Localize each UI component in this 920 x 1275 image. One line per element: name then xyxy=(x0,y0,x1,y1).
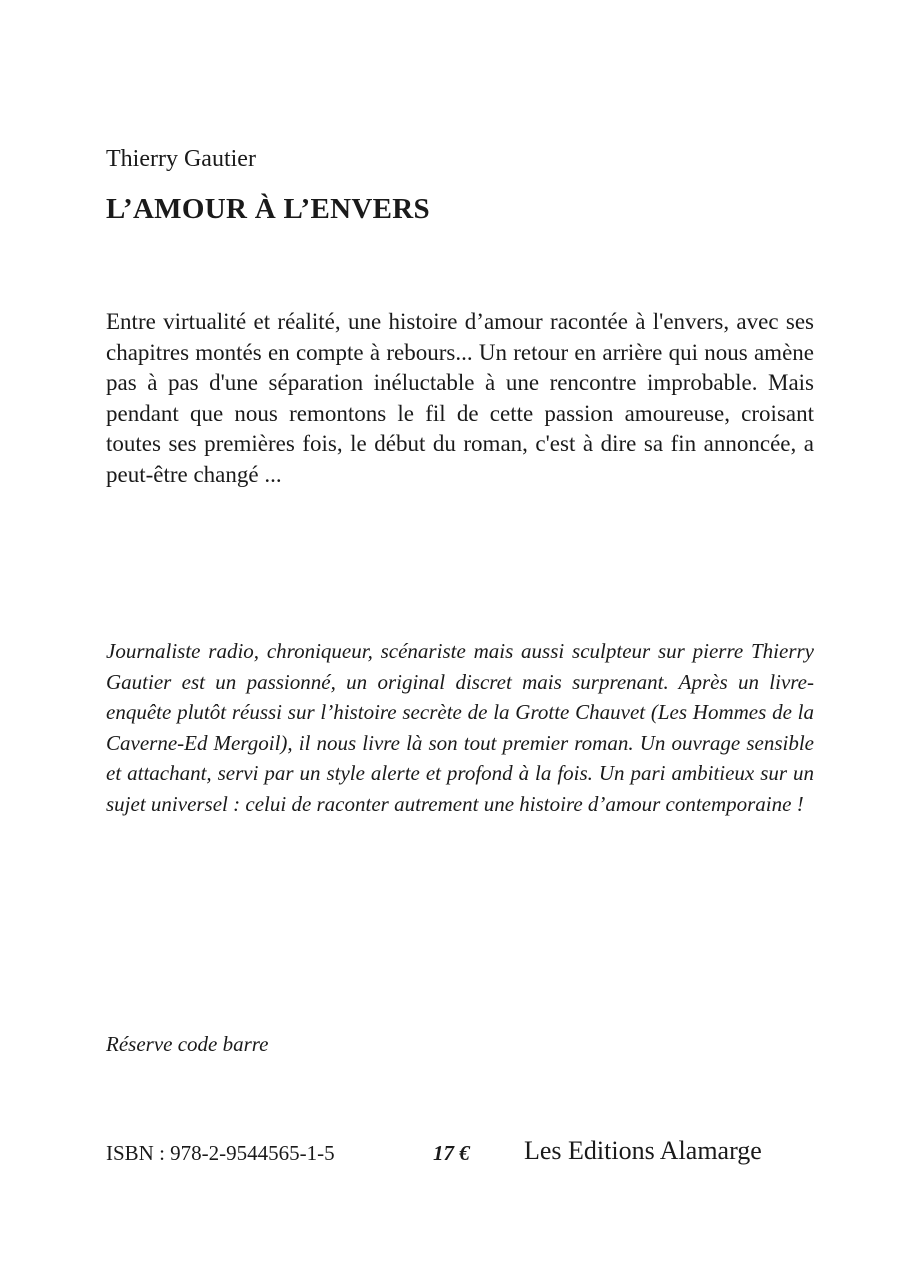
author-bio: Journaliste radio, chroniqueur, scénariste mais aussi sculpteur sur pierre Thierry Gautier est un passionné, un original discret mais surprenant. Après un livre-enquête plutôt réussi sur l’histoire secrète de la Grotte Chauvet (Les Hommes de la Caverne-Ed Mergoil), il nous livre là son tout premier roman. Un ouvrage sensible et attachant, servi par un style alerte et profond à la fois. Un pari ambitieux sur un sujet universel : celui de raconter autrement une histoire d’amour contemporaine ! xyxy=(106,639,814,816)
author-name: Thierry Gautier xyxy=(106,146,256,172)
back-cover-footer xyxy=(106,1134,826,1170)
publisher-name: Les Editions Alamarge xyxy=(524,1136,762,1165)
isbn: ISBN : 978-2-9544565-1-5 xyxy=(106,1141,335,1165)
book-summary: Entre virtualité et réalité, une histoire d’amour racontée à l'envers, avec ses chapitres montés en compte à rebours... Un retour en arrière qui nous amène pas à pas d'une séparation inéluctable à une rencontre improbable. Mais pendant que nous remontons le fil de cette passion amoureuse, croisant toutes ses premières fois, le début du roman, c'est à dire sa fin annoncée, a peut-être changé ... xyxy=(106,309,814,487)
book-title: L’AMOUR À L’ENVERS xyxy=(106,193,430,225)
barcode-placeholder-note: Réserve code barre xyxy=(106,1032,269,1056)
price: 17 € xyxy=(433,1141,470,1165)
